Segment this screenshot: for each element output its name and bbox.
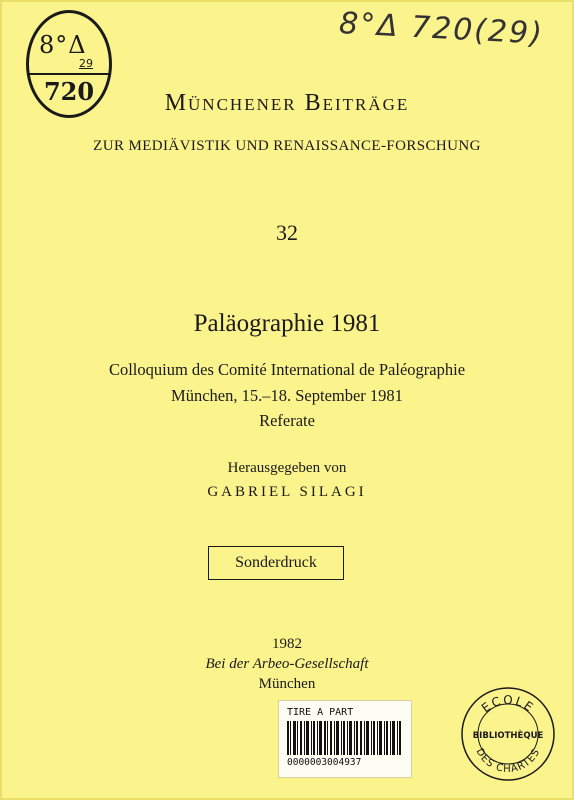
stamp-middle: BIBLIOTHÈQUE xyxy=(472,731,544,741)
volume-number: 32 xyxy=(276,220,298,245)
svg-text:ECOLE xyxy=(479,693,537,715)
series-title: Münchener Beiträge xyxy=(164,90,410,116)
svg-text:DES CHARTES xyxy=(474,747,543,775)
handwritten-shelf-mark: 8°Δ 720(29) xyxy=(338,6,545,52)
referate-line: Referate xyxy=(259,411,315,430)
barcode-bars xyxy=(287,721,403,755)
barcode-label-text: TIRE A PART xyxy=(287,707,354,718)
publication-year: 1982 xyxy=(272,636,302,652)
stamp-arc-top: ECOLE xyxy=(478,692,538,716)
date-line: München, 15.–18. September 1981 xyxy=(171,386,403,405)
stamp-arc-bottom: DES CHARTES xyxy=(473,746,543,776)
stamp-sub-text: 29 xyxy=(79,57,93,70)
barcode-label xyxy=(278,700,412,778)
stamp-number: 720 xyxy=(29,73,109,106)
offprint-box: Sonderdruck xyxy=(208,546,344,580)
editor-name: GABRIEL SILAGI xyxy=(207,484,367,500)
ecole-des-chartes-stamp xyxy=(458,684,558,784)
book-title: Paläographie 1981 xyxy=(193,310,381,337)
barcode-number: 0000003004937 xyxy=(287,757,362,768)
stamp-top-text: 8°Δ xyxy=(39,31,87,59)
colloquium-line: Colloquium des Comité International de Paléographie xyxy=(108,360,466,379)
series-subtitle: ZUR MEDIÄVISTIK UND RENAISSANCE-FORSCHUNG xyxy=(93,138,481,154)
editor-label: Herausgegeben von xyxy=(227,460,347,476)
publication-city: München xyxy=(258,676,316,692)
publisher: Bei der Arbeo-Gesellschaft xyxy=(205,656,369,672)
